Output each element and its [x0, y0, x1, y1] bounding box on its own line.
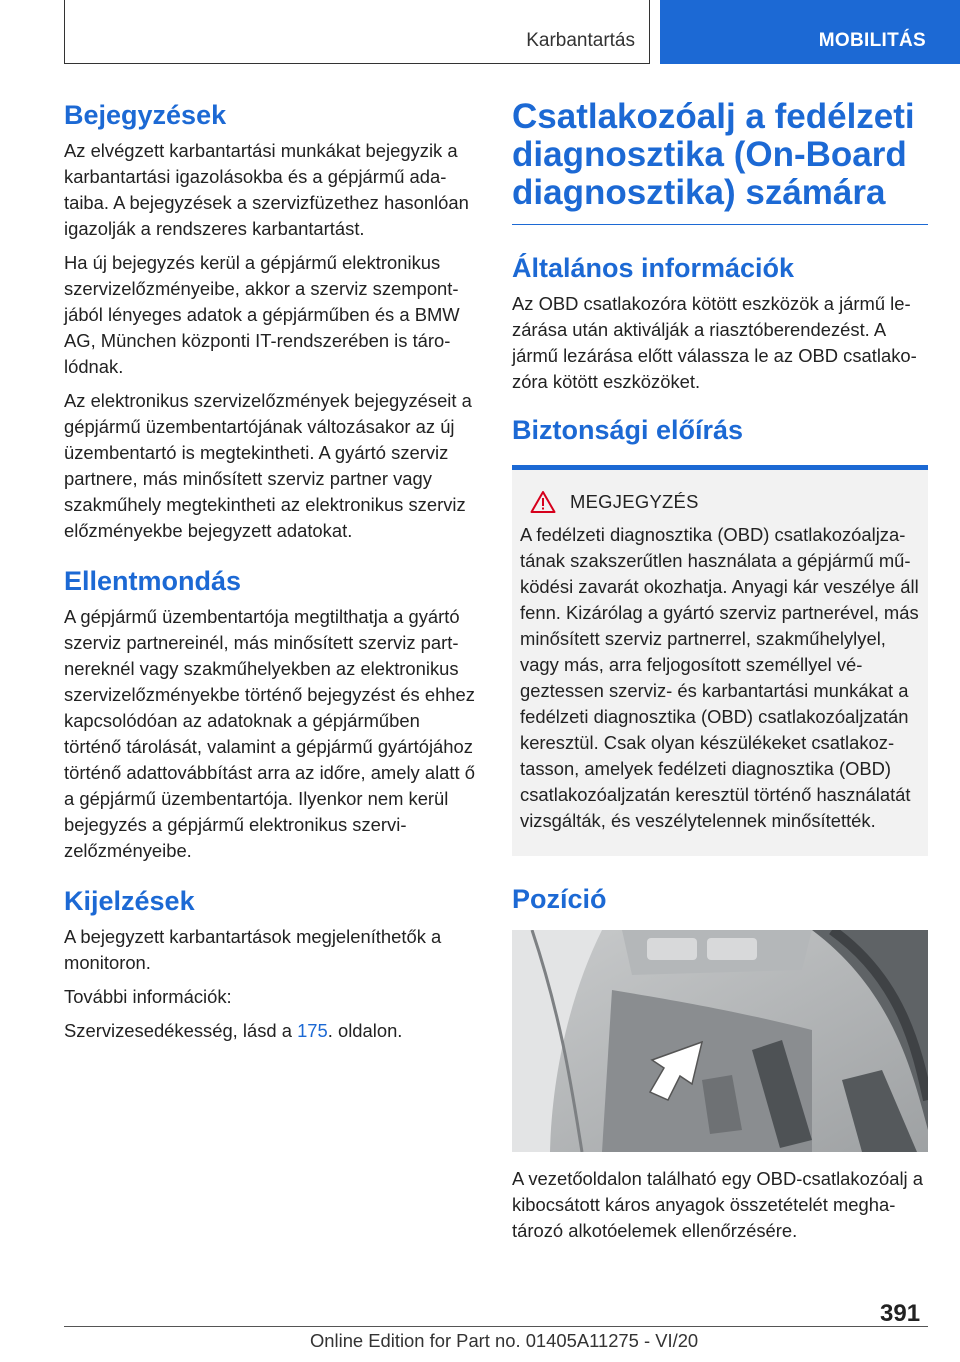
paragraph: A gépjármű üzembentartója megtilthatja a gyártó szerviz partnereinél, más minősített szerviz partnereknél vagy szakműhelyekben az elektronikus szervizelőzményekbe történő bejegyzést és ehhez kapcsolódóan az adatoknak a gépjárműben történő tárolását, valamint a gépjármű gyártójához történő adattovábbítást arra az időre, amely alatt ő a gépjármű üzembentartója. Ilyenkor nem kerül bejegyzés a gépjármű elektronikus szervizelőzményeibe.: [64, 606, 475, 861]
header-chapter-tab: [660, 0, 960, 64]
photo-caption: A vezetőoldalon található egy OBD-csatlakozóalj a kibocsátott káros anyagok összetételét meghatározó alkotóelemek ellenőrzésére.: [512, 1168, 923, 1241]
notice-label: MEGJEGYZÉS: [570, 491, 699, 512]
left-column: [64, 98, 480, 1052]
heading-altalanos: Általános információk: [512, 253, 795, 283]
header-section-box: [64, 0, 650, 64]
notice-header: [530, 490, 920, 514]
notice-text: A fedélzeti diagnosztika (OBD) csatlakozóaljzatának szakszerűtlen használata a gépjármű működési zavarát okozhatja. Anyagi kár veszélye áll fenn. Kizárólag a gyártó szerviz partnerével, más minősített szerviz partnerrel, szakműhelylyel, vagy más, arra feljogosított személlyel végeztessen szerviz- és karbantartási munkákat a fedélzeti diagnosztika (OBD) csatlakozóaljzatán keresztül. Csak olyan készülékeket csatlakoztasson, amelyek fedélzeti diagnosztika (OBD) csatlakozóaljzatán keresztül történő használatát vizsgálták, és veszélytelennek minősítették.: [520, 524, 919, 831]
paragraph: Az OBD csatlakozóra kötött eszközök a jármű lezárása után aktiválják a riasztóberendezést. A jármű lezárása előtt válassza le az OBD csatlakozóra kötött eszközöket.: [512, 293, 917, 392]
page-number: 391: [880, 1300, 921, 1327]
header-section-label: Karbantartás: [526, 30, 635, 51]
heading-biztonsagi: Biztonsági előírás: [512, 415, 744, 445]
heading-pozicio: Pozíció: [512, 884, 607, 914]
cross-reference-suffix: . oldalon.: [327, 1020, 403, 1041]
heading-bejegyzesek: Bejegyzések: [64, 100, 227, 130]
paragraph: Az elvégzett karbantartási munkákat bejegyzik a karbantartási igazolásokba és a gépjármű adataiba. A bejegyzések a szervizfüzethez hasonlóan igazolják a rendszeres karbantartást.: [64, 140, 469, 239]
right-column: [512, 98, 928, 1252]
heading-ellentmondas: Ellentmondás: [64, 566, 242, 596]
paragraph: További információk:: [64, 986, 232, 1007]
footer-divider: [64, 1326, 928, 1327]
paragraph: Az elektronikus szervizelőzmények bejegyzéseit a gépjármű üzembentartójának változásakor az új üzembentartó is megtekintheti. A gyártó szerviz partnere, más minősített szerviz partner vagy szakműhely megtekintheti az elektronikus szerviz előzményekbe bejegyzett adatokat.: [64, 390, 472, 541]
page-link-175[interactable]: 175: [297, 1020, 328, 1041]
paragraph: Ha új bejegyzés kerül a gépjármű elektronikus szervizelőzményeibe, akkor a szerviz szempontjából lényeges adatok a gépjárműben és a BMW AG, München központi IT-rendszerében is tárolódnak.: [64, 252, 460, 377]
header-chapter-label: MOBILITÁS: [818, 30, 926, 51]
footer-edition: Online Edition for Part no. 01405A11275 - VI/20: [310, 1330, 699, 1351]
heading-kijelzesek: Kijelzések: [64, 886, 195, 916]
obd-location-photo: [512, 930, 928, 1152]
chapter-title: Csatlakozóalj a fedélzeti diagnosztika (On-Board diagnosztika) számára: [512, 98, 928, 225]
cross-reference-paragraph: [64, 1018, 480, 1044]
notice-box: [512, 465, 928, 856]
paragraph: A bejegyzett karbantartások megjeleníthetők a monitoron.: [64, 926, 442, 973]
warning-triangle-icon: [530, 490, 556, 514]
cross-reference-text: Szervizesedékesség, lásd a: [64, 1020, 298, 1041]
